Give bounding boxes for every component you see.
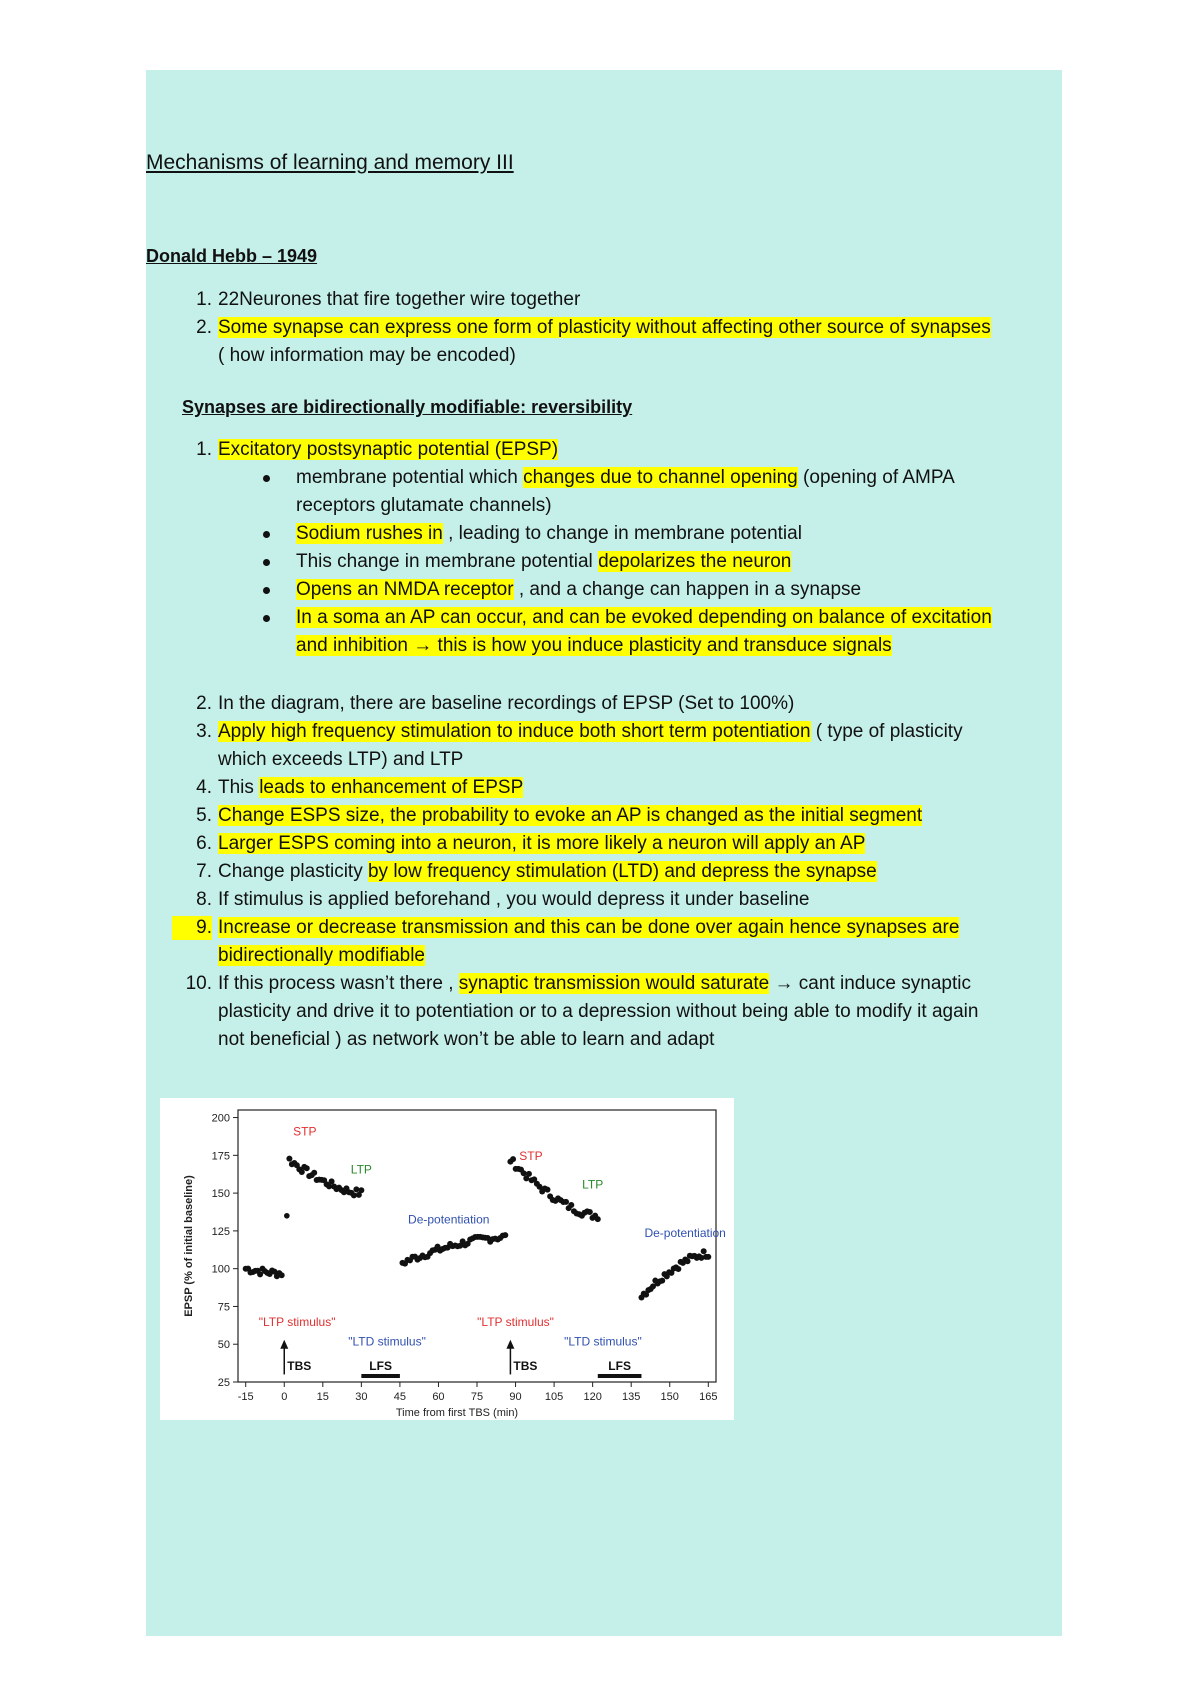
x-tick-label: 165	[699, 1391, 718, 1403]
list-item	[218, 692, 794, 716]
text-run: depolarizes the neuron	[598, 551, 792, 572]
list-item	[218, 316, 991, 340]
lfs-label: LFS	[369, 1358, 392, 1373]
data-point	[701, 1248, 707, 1254]
list-number: 8.	[196, 889, 212, 910]
list-item	[218, 344, 516, 368]
x-tick-label: 45	[393, 1391, 407, 1403]
section-heading-hebb: Donald Hebb – 1949	[146, 246, 318, 266]
text-run: plasticity and drive it to potentiation or to a depression without being able to modify it again	[218, 1001, 979, 1022]
page-title: Mechanisms of learning and memory III	[146, 151, 514, 174]
epsp-chart-svg	[160, 1098, 734, 1420]
list-number: 1.	[196, 439, 212, 460]
data-point	[510, 1156, 516, 1162]
bullet-item	[296, 578, 861, 602]
list-number: 5.	[196, 805, 212, 826]
text-run: leads to enhancement of EPSP	[259, 777, 524, 798]
bullet-item	[296, 550, 791, 574]
text-run: Change ESPS size, the probability to evoke an AP is changed as the initial segment	[218, 805, 923, 826]
x-tick-label: 150	[660, 1391, 679, 1403]
data-point	[502, 1232, 508, 1238]
data-point	[659, 1278, 665, 1284]
tbs-arrow-icon	[280, 1340, 288, 1349]
list-item	[218, 438, 558, 462]
text-run: Change plasticity	[218, 861, 368, 882]
x-axis-label: Time from first TBS (min)	[395, 1407, 519, 1419]
bullet-item	[296, 522, 802, 546]
list-item	[218, 776, 523, 800]
x-tick-label: 15	[316, 1391, 329, 1403]
text-run: In the diagram, there are baseline recordings of EPSP (Set to 100%)	[218, 693, 795, 714]
data-point	[284, 1213, 290, 1219]
data-point	[705, 1254, 711, 1260]
list-item	[218, 832, 865, 856]
text-run: This	[218, 777, 260, 798]
x-tick-label: 135	[622, 1391, 641, 1403]
text-run: receptors glutamate channels)	[296, 495, 552, 516]
data-point	[311, 1170, 317, 1176]
text-run: Excitatory postsynaptic potential (EPSP)	[218, 439, 559, 460]
x-tick-label: 30	[355, 1391, 368, 1403]
text-run: 22Neurones that fire together wire together	[218, 289, 581, 310]
list-number: 2.	[196, 317, 212, 338]
lfs-label: LFS	[608, 1358, 631, 1373]
y-tick-label: 150	[211, 1188, 230, 1201]
list-number: 3.	[196, 721, 212, 742]
list-item	[218, 804, 922, 828]
data-point	[595, 1216, 601, 1222]
text-run: changes due to channel opening	[523, 467, 798, 488]
data-point	[299, 1169, 305, 1175]
bullet-dot	[263, 615, 270, 622]
data-point	[526, 1171, 532, 1177]
document-page	[146, 70, 1062, 1636]
chart-annotation: LTP	[582, 1177, 604, 1192]
tbs-label: TBS	[287, 1358, 312, 1373]
text-run: Increase or decrease transmission and this can be done over again hence synapses are	[218, 917, 960, 938]
x-tick-label: -15	[237, 1391, 254, 1403]
chart-annotation: "LTP stimulus"	[477, 1315, 554, 1330]
text-run: (opening of AMPA	[797, 467, 955, 488]
data-point	[286, 1156, 292, 1162]
y-tick-label: 75	[217, 1301, 230, 1314]
chart-annotation: De-potentiation	[408, 1212, 490, 1227]
bullet-dot	[263, 475, 270, 482]
chart-annotation: "LTP stimulus"	[258, 1315, 336, 1330]
bullet-dot	[263, 531, 270, 538]
data-point	[304, 1165, 310, 1171]
text-run: ( how information may be encoded)	[218, 345, 516, 366]
list-number: 6.	[196, 833, 212, 854]
list-item	[218, 288, 580, 312]
list-number: 4.	[196, 777, 212, 798]
text-run: , and a change can happen in a synapse	[513, 579, 862, 600]
list-item	[218, 944, 425, 968]
text-run: membrane potential which	[296, 467, 524, 488]
list-number: 7.	[196, 861, 212, 882]
data-point	[685, 1258, 691, 1264]
y-tick-label: 25	[217, 1377, 230, 1389]
text-run: and inhibition → this is how you induce plasticity and transduce signals	[296, 635, 892, 656]
text-run: This change in membrane potential	[296, 551, 599, 572]
list-item	[218, 720, 963, 744]
data-point	[563, 1199, 569, 1205]
text-run: If this process wasn’t there ,	[218, 973, 459, 994]
data-point	[675, 1266, 681, 1272]
y-tick-label: 200	[211, 1112, 230, 1125]
bullet-item	[296, 466, 955, 490]
text-run: Apply high frequency stimulation to induce both short term potentiation	[218, 721, 811, 742]
data-point	[544, 1187, 550, 1193]
x-tick-label: 60	[432, 1391, 445, 1403]
x-tick-label: 90	[509, 1391, 522, 1403]
chart-annotation: De-potentiation	[644, 1225, 726, 1240]
x-tick-label: 75	[470, 1391, 484, 1403]
text-run: synaptic transmission would saturate	[458, 973, 770, 994]
chart-annotation: "LTD stimulus"	[564, 1334, 642, 1349]
x-tick-label: 120	[583, 1391, 602, 1403]
list-item	[218, 972, 971, 996]
chart-annotation: "LTD stimulus"	[348, 1334, 426, 1349]
y-axis-label: EPSP (% of initial baseline)	[183, 1175, 195, 1317]
list-item	[218, 1028, 714, 1052]
bullet-dot	[263, 587, 270, 594]
data-point	[329, 1178, 335, 1184]
list-number: 1.	[196, 289, 212, 310]
bullet-dot	[263, 559, 270, 566]
y-tick-label: 175	[211, 1150, 230, 1163]
text-run: Larger ESPS coming into a neuron, it is more likely a neuron will apply an AP	[218, 833, 866, 854]
data-point	[279, 1272, 285, 1278]
text-run: In a soma an AP can occur, and can be evoked depending on balance of excitation	[296, 607, 992, 628]
text-run: bidirectionally modifiable	[218, 945, 425, 966]
chart-annotation: LTP	[350, 1162, 372, 1177]
plot-frame	[238, 1110, 716, 1382]
tbs-arrow-icon	[506, 1340, 514, 1349]
text-run: Some synapse can express one form of plasticity without affecting other source of synapses	[218, 317, 991, 338]
bullet-item	[296, 606, 992, 630]
data-point	[521, 1170, 527, 1176]
list-item	[218, 748, 463, 772]
list-item	[218, 916, 959, 940]
y-tick-label: 100	[211, 1263, 230, 1276]
x-tick-label: 0	[281, 1391, 288, 1403]
text-run: by low frequency stimulation (LTD) and depress the synapse	[367, 861, 877, 882]
list-item	[218, 888, 809, 912]
text-run: Opens an NMDA receptor	[296, 579, 514, 600]
y-tick-label: 50	[217, 1339, 230, 1352]
bullet-item	[296, 494, 552, 518]
list-number: 9.	[172, 916, 212, 940]
chart-annotation: STP	[519, 1148, 543, 1163]
list-item	[218, 1000, 978, 1024]
data-point	[358, 1187, 364, 1193]
text-run: not beneficial ) as network won’t be able to learn and adapt	[218, 1029, 715, 1050]
text-run: , leading to change in membrane potential	[442, 523, 802, 544]
chart-annotation: STP	[293, 1124, 317, 1139]
x-tick-label: 105	[544, 1391, 564, 1403]
epsp-chart	[160, 1098, 734, 1420]
text-run: If stimulus is applied beforehand , you would depress it under baseline	[218, 889, 810, 910]
text-run: ( type of plasticity	[810, 721, 963, 742]
data-point	[587, 1209, 593, 1215]
data-point	[568, 1202, 574, 1208]
document-content	[146, 70, 1062, 1636]
list-item	[218, 860, 877, 884]
section-heading-bidirectional: Synapses are bidirectionally modifiable: reversibility	[182, 397, 633, 417]
text-run: → cant induce synaptic	[769, 973, 971, 994]
list-number: 10.	[185, 973, 212, 994]
text-run: Sodium rushes in	[296, 523, 443, 544]
y-tick-label: 125	[211, 1225, 230, 1238]
list-number: 2.	[196, 693, 212, 714]
bullet-item	[296, 634, 892, 658]
tbs-label: TBS	[513, 1358, 538, 1373]
text-run: which exceeds LTP) and LTP	[218, 749, 464, 770]
